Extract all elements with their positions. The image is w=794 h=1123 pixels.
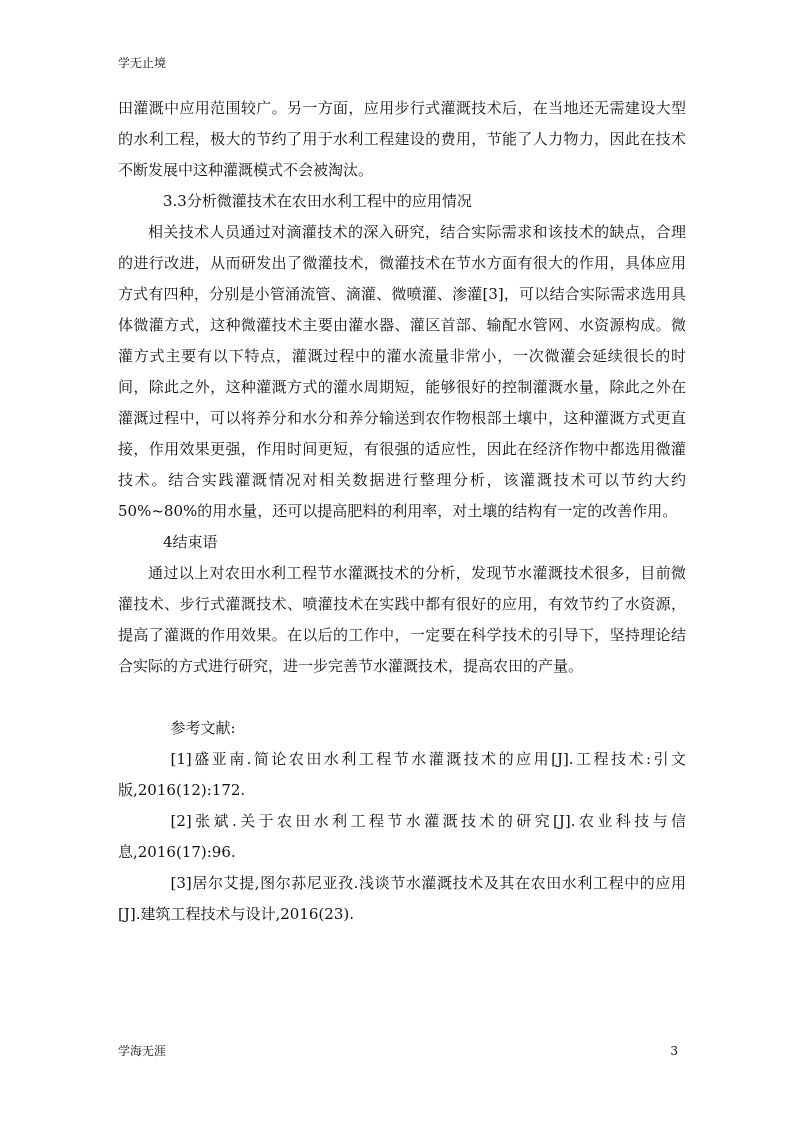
paragraph-micro-irrigation: 相关技术人员通过对滴灌技术的深入研究，结合实际需求和该技术的缺点，合理的进行改进，从而研发出了微灌技术，微灌技术在节水方面有很大的作用，具体应用方式有四种，分别是小管涌流管、滴灌、微喷灌、渗灌[3]，可以结合实际需求选用具体微灌方式，这种微灌技术主要由灌水器、灌区首部、输配水管网、水资源构成。微灌方式主要有以下特点，灌溉过程中的灌水流量非常小，一次微灌会延续很长的时间，除此之外，这种灌溉方式的灌水周期短，能够很好的控制灌溉水量，除此之外在灌溉过程中，可以将养分和水分和养分输送到农作物根部土壤中，这种灌溉方式更直接，作用效果更强，作用时间更短，有很强的适应性，因此在经济作物中都选用微灌技术。结合实践灌溉情况对相关数据进行整理分析，该灌溉技术可以节约大约 50%~80%的用水量，还可以提高肥料的利用率，对土壤的结构有一定的改善作用。 (118, 223, 686, 520)
section-heading-3-3: 3.3分析微灌技术在农田水利工程中的应用情况 (163, 192, 472, 210)
reference-item: [1]盛亚南.简论农田水利工程节水灌溉技术的应用[J].工程技术:引文版,2016(12):172. (118, 750, 686, 799)
reference-item: [3]居尔艾提,图尔荪尼亚孜.浅谈节水灌溉技术及其在农田水利工程中的应用[J].建筑工程技术与设计,2016(23). (118, 874, 686, 923)
page-footer: 学海无涯 (118, 1044, 167, 1058)
spacer (118, 682, 686, 713)
section-heading-conclusion: 4结束语 (163, 533, 218, 551)
references-title: 参考文献: (170, 719, 236, 737)
reference-item: [2]张斌.关于农田水利工程节水灌溉技术的研究[J].农业科技与信息,2016(17):96. (118, 812, 686, 861)
paragraph-conclusion: 通过以上对农田水利工程节水灌溉技术的分析，发现节水灌溉技术很多，目前微灌技术、步行式灌溉技术、喷灌技术在实践中都有很好的应用，有效节约了水资源，提高了灌溉的作用效果。在以后的工作中，一定要在科学技术的引导下，坚持理论结合实际的方式进行研究，进一步完善节水灌溉技术，提高农田的产量。 (118, 564, 686, 675)
paragraph-continued: 田灌溉中应用范围较广。另一方面，应用步行式灌溉技术后，在当地还无需建设大型的水利工程，极大的节约了用于水利工程建设的费用，节能了人力物力，因此在技术不断发展中这种灌溉模式不会被淘汰。 (118, 99, 686, 179)
document-body (118, 93, 686, 930)
page-number: 3 (670, 1044, 678, 1058)
page-header: 学无止境 (118, 56, 167, 70)
